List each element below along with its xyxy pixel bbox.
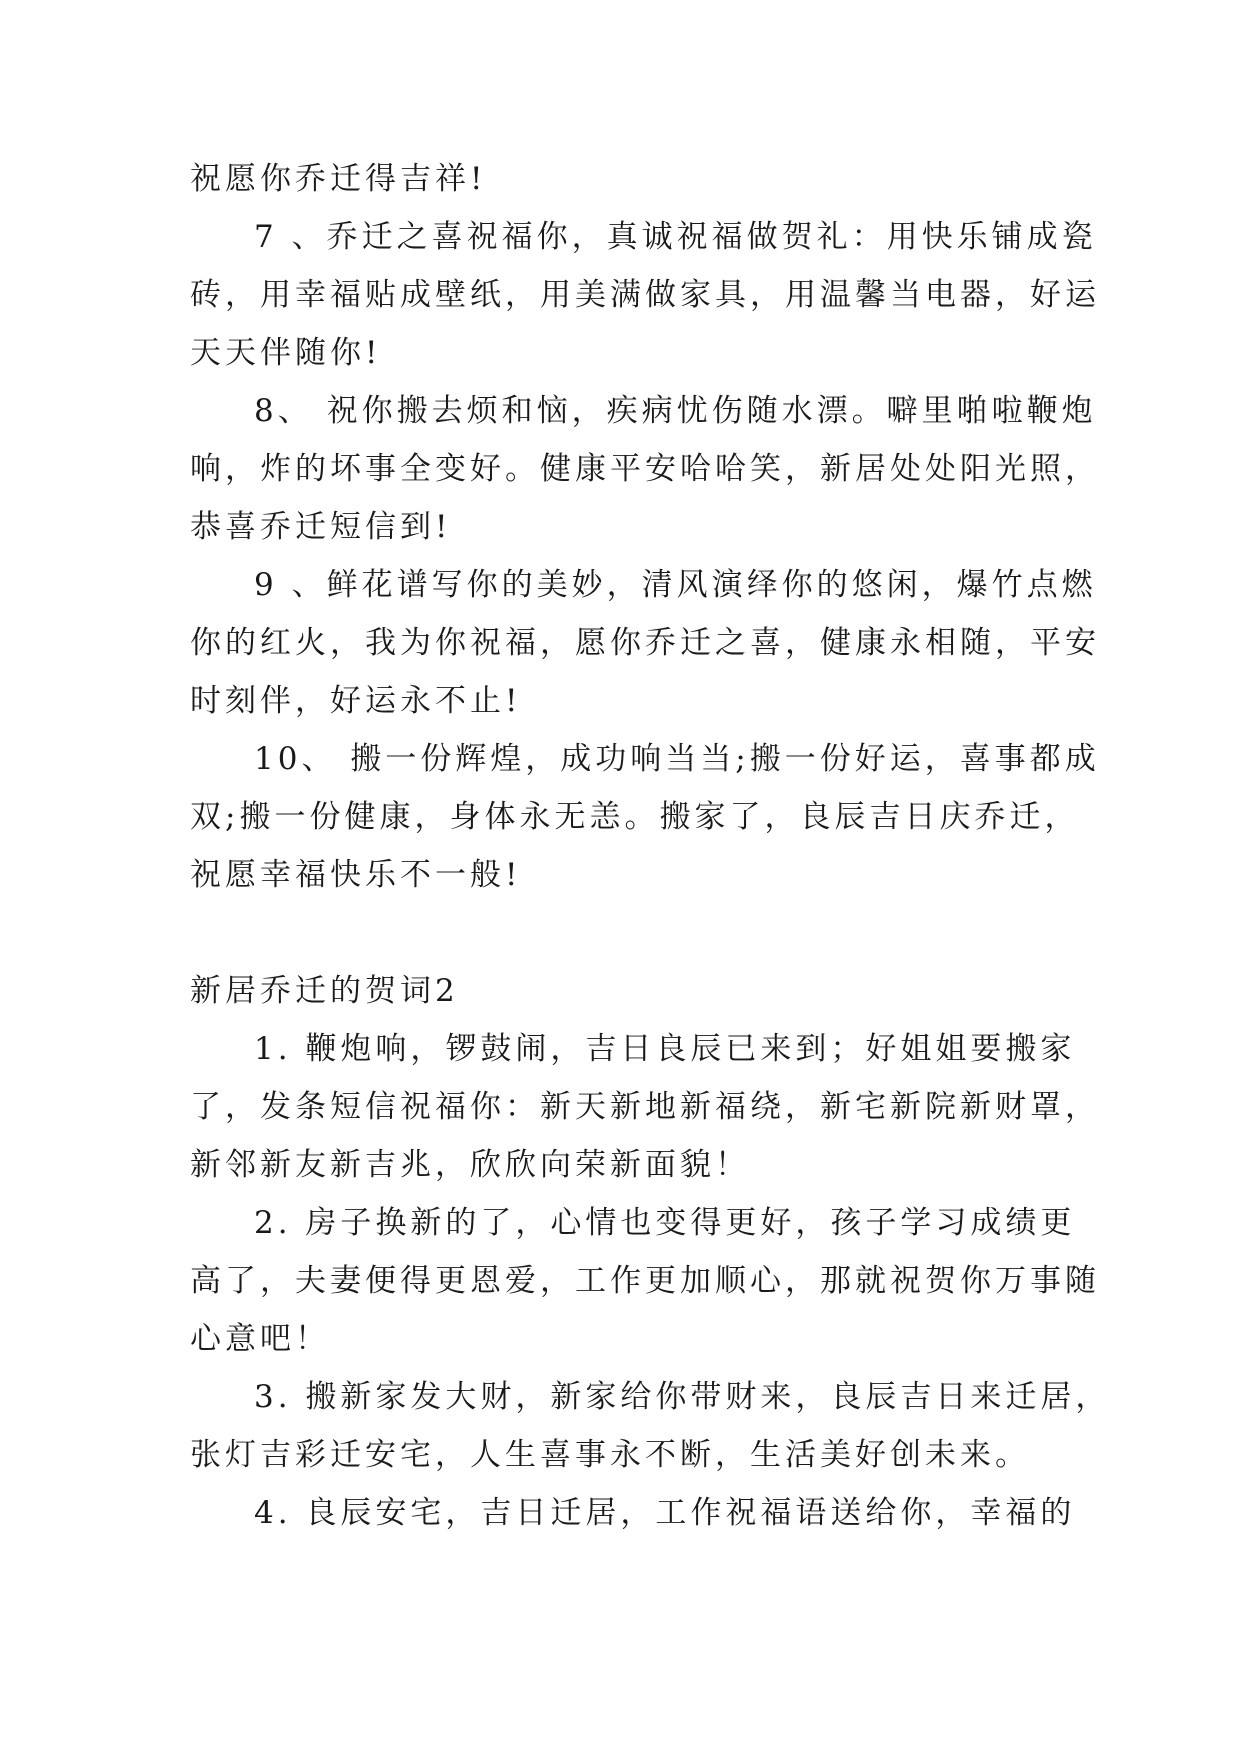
paragraph-continuation: 祝愿你乔迁得吉祥! [190, 161, 487, 197]
paragraph-line: 2. 房子换新的了，心情也变得更好，孩子学习成绩更 [254, 1205, 1076, 1241]
paragraph-line: 张灯吉彩迁安宅，人生喜事永不断，生活美好创未来。 [190, 1437, 1030, 1473]
paragraph-line: 1. 鞭炮响，锣鼓闹，吉日良辰已来到；好姐姐要搬家 [254, 1031, 1076, 1067]
section-item-4 [190, 1484, 1076, 1542]
paragraph-line: 心意吧！ [190, 1321, 330, 1357]
section-gap [190, 904, 1050, 962]
paragraph-line: 9 、鲜花谱写你的美妙，清风演绎你的悠闲，爆竹点燃 [254, 567, 1097, 603]
document-page [190, 150, 1111, 1542]
section-item-2 [190, 1194, 1100, 1368]
paragraph-line: 8、 祝你搬去烦和恼，疾病忧伤随水漂。噼里啪啦鞭炮 [254, 393, 1097, 429]
paragraph-line: 双;搬一份健康，身体永无恙。搬家了，良辰吉日庆乔迁， [190, 799, 1080, 835]
paragraph-line: 祝愿幸福快乐不一般! [190, 857, 522, 893]
paragraph-line: 高了，夫妻便得更恩爱，工作更加顺心，那就祝贺你万事随 [190, 1263, 1100, 1299]
paragraph-line: 恭喜乔迁短信到! [190, 509, 452, 545]
paragraph-line: 4. 良辰安宅，吉日迁居，工作祝福语送给你，幸福的 [254, 1495, 1076, 1531]
section-item-3 [190, 1368, 1111, 1484]
paragraph-item-7 [190, 208, 1100, 382]
paragraph-line: 天天伴随你! [190, 335, 382, 371]
paragraph-line: 7 、乔迁之喜祝福你，真诚祝福做贺礼：用快乐铺成瓷 [254, 219, 1097, 255]
section-item-1 [190, 1020, 1100, 1194]
paragraph-line: 新邻新友新吉兆，欣欣向荣新面貌！ [190, 1147, 750, 1183]
paragraph-item-8 [190, 382, 1100, 556]
paragraph-line: 时刻伴，好运永不止! [190, 683, 522, 719]
paragraph-item-10 [190, 730, 1100, 904]
section-title: 新居乔迁的贺词2 [190, 973, 459, 1009]
paragraph-line: 了，发条短信祝福你：新天新地新福绕，新宅新院新财罩， [190, 1089, 1100, 1125]
paragraph-line: 你的红火，我为你祝福，愿你乔迁之喜，健康永相随，平安 [190, 625, 1100, 661]
paragraph-line: 响，炸的坏事全变好。健康平安哈哈笑，新居处处阳光照， [190, 451, 1100, 487]
paragraph-item-9 [190, 556, 1100, 730]
paragraph-line: 3. 搬新家发大财，新家给你带财来，良辰吉日来迁居， [254, 1379, 1111, 1415]
paragraph-line: 砖，用幸福贴成壁纸，用美满做家具，用温馨当电器，好运 [190, 277, 1100, 313]
paragraph-line: 10、 搬一份辉煌，成功响当当;搬一份好运，喜事都成 [254, 741, 1100, 777]
